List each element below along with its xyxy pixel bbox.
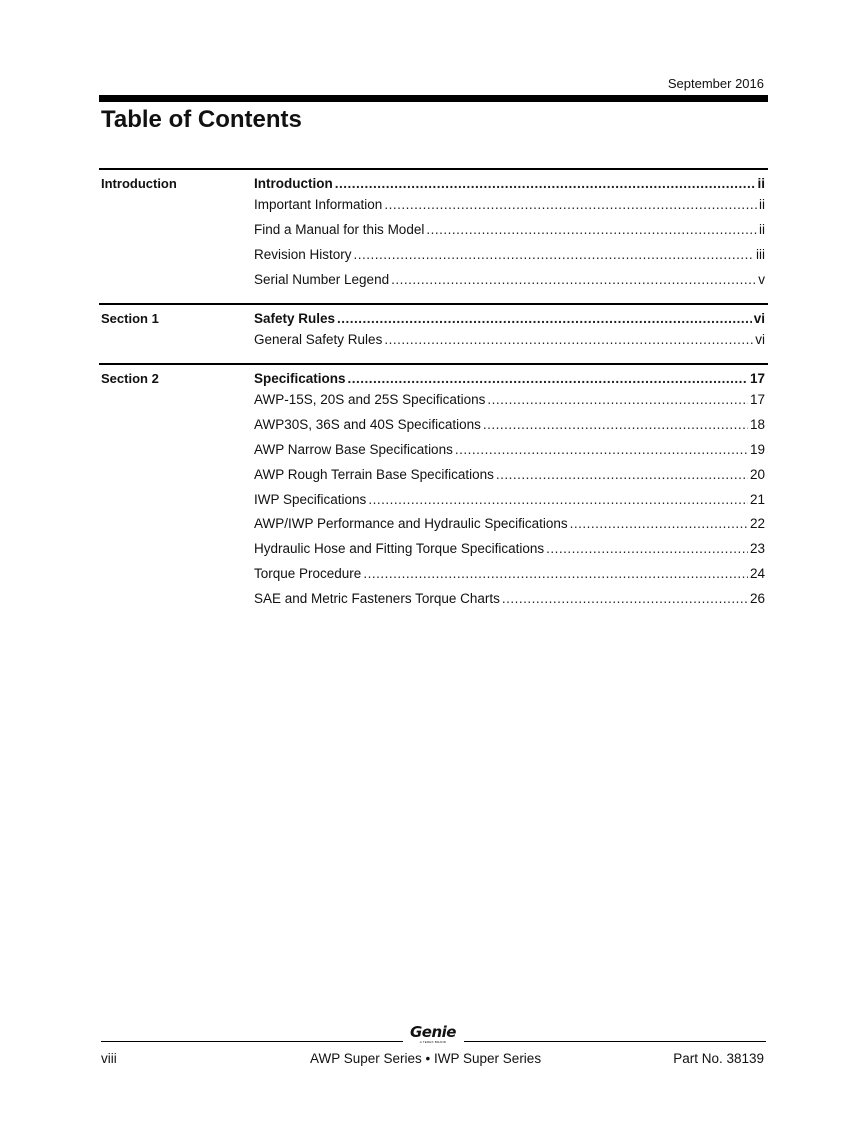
toc-entry[interactable] bbox=[254, 566, 765, 582]
dot-leader bbox=[384, 332, 753, 348]
dot-leader bbox=[496, 467, 748, 483]
toc-entry-title: Safety Rules bbox=[254, 311, 336, 326]
toc-entry-page: vi bbox=[753, 311, 765, 326]
footer-rule-left bbox=[101, 1041, 403, 1042]
toc-entry-page: 17 bbox=[749, 392, 765, 407]
toc-entry[interactable] bbox=[254, 272, 765, 288]
toc-entry-title: Revision History bbox=[254, 247, 352, 262]
toc-entry-page: ii bbox=[757, 176, 765, 191]
dot-leader bbox=[337, 311, 752, 327]
toc-entry-page: 17 bbox=[749, 371, 765, 386]
footer-rule-right bbox=[464, 1041, 766, 1042]
toc-entry-page: ii bbox=[759, 197, 765, 212]
toc-entry-page: iii bbox=[756, 247, 765, 262]
logo-tagline: A TEREX BRAND bbox=[419, 1040, 447, 1044]
toc-entry[interactable] bbox=[254, 467, 765, 483]
genie-logo bbox=[405, 1024, 461, 1048]
toc-section-introduction bbox=[99, 168, 768, 290]
toc-entry-page: 19 bbox=[749, 442, 765, 457]
header-rule bbox=[99, 95, 768, 102]
toc-entry[interactable] bbox=[254, 311, 765, 327]
toc-entry-page: 23 bbox=[749, 541, 765, 556]
toc-entry-page: 18 bbox=[749, 417, 765, 432]
toc-entry-title: Hydraulic Hose and Fitting Torque Specifications bbox=[254, 541, 545, 556]
toc-entry[interactable] bbox=[254, 591, 765, 607]
toc-entry-title: SAE and Metric Fasteners Torque Charts bbox=[254, 591, 500, 606]
toc-section-2 bbox=[99, 363, 768, 615]
toc-entry-page: 21 bbox=[749, 492, 765, 507]
toc-entry-page: vi bbox=[755, 332, 765, 347]
dot-leader bbox=[455, 442, 748, 458]
dot-leader bbox=[368, 492, 748, 508]
page-title: Table of Contents bbox=[101, 106, 302, 133]
toc-entry-page: 20 bbox=[749, 467, 765, 482]
footer-series: AWP Super Series • IWP Super Series bbox=[310, 1051, 542, 1066]
toc-entry-title: Specifications bbox=[254, 371, 346, 386]
dot-leader bbox=[502, 591, 748, 607]
toc-entry[interactable] bbox=[254, 442, 765, 458]
toc-entry[interactable] bbox=[254, 392, 765, 408]
toc-entry-page: 24 bbox=[749, 566, 765, 581]
toc-entry-page: v bbox=[758, 272, 765, 287]
toc-entry-page: 22 bbox=[749, 516, 765, 531]
toc-entry[interactable] bbox=[254, 492, 765, 508]
dot-leader bbox=[483, 417, 748, 433]
toc-entry-title: General Safety Rules bbox=[254, 332, 383, 347]
toc-entry[interactable] bbox=[254, 176, 765, 192]
dot-leader bbox=[546, 541, 748, 557]
document-date: September 2016 bbox=[667, 76, 764, 91]
dot-leader bbox=[487, 392, 748, 408]
dot-leader bbox=[363, 566, 748, 582]
part-number: Part No. 38139 bbox=[673, 1051, 764, 1066]
toc-entry-page: ii bbox=[759, 222, 765, 237]
toc-entry[interactable] bbox=[254, 371, 765, 387]
dot-leader bbox=[426, 222, 757, 238]
toc-entry-title: AWP-15S, 20S and 25S Specifications bbox=[254, 392, 486, 407]
dot-leader bbox=[348, 371, 748, 387]
toc-entry-title: Serial Number Legend bbox=[254, 272, 390, 287]
toc-entry-title: Torque Procedure bbox=[254, 566, 362, 581]
section-label: Introduction bbox=[101, 176, 177, 191]
toc-entry-title: Find a Manual for this Model bbox=[254, 222, 425, 237]
toc-entry[interactable] bbox=[254, 197, 765, 213]
dot-leader bbox=[391, 272, 756, 288]
toc-entry-title: AWP/IWP Performance and Hydraulic Specifications bbox=[254, 516, 568, 531]
logo-wordmark: Genie bbox=[410, 1023, 456, 1041]
toc-entry-page: 26 bbox=[749, 591, 765, 606]
toc-entry-title: AWP30S, 36S and 40S Specifications bbox=[254, 417, 481, 432]
toc-entry-title: AWP Rough Terrain Base Specifications bbox=[254, 467, 494, 482]
dot-leader bbox=[335, 176, 756, 192]
toc-entry-title: Important Information bbox=[254, 197, 383, 212]
toc-entry[interactable] bbox=[254, 541, 765, 557]
section-label: Section 2 bbox=[101, 371, 159, 386]
toc-section-1 bbox=[99, 303, 768, 355]
toc-entry[interactable] bbox=[254, 332, 765, 348]
toc-entry-title: IWP Specifications bbox=[254, 492, 367, 507]
section-label: Section 1 bbox=[101, 311, 159, 326]
toc-entry-title: Introduction bbox=[254, 176, 333, 191]
dot-leader bbox=[570, 516, 748, 532]
dot-leader bbox=[384, 197, 757, 213]
toc-entry[interactable] bbox=[254, 516, 765, 532]
toc-entry[interactable] bbox=[254, 417, 765, 433]
dot-leader bbox=[354, 247, 754, 263]
toc-entry[interactable] bbox=[254, 247, 765, 263]
toc-entry-title: AWP Narrow Base Specifications bbox=[254, 442, 453, 457]
page-number: viii bbox=[101, 1051, 117, 1066]
toc-entry[interactable] bbox=[254, 222, 765, 238]
